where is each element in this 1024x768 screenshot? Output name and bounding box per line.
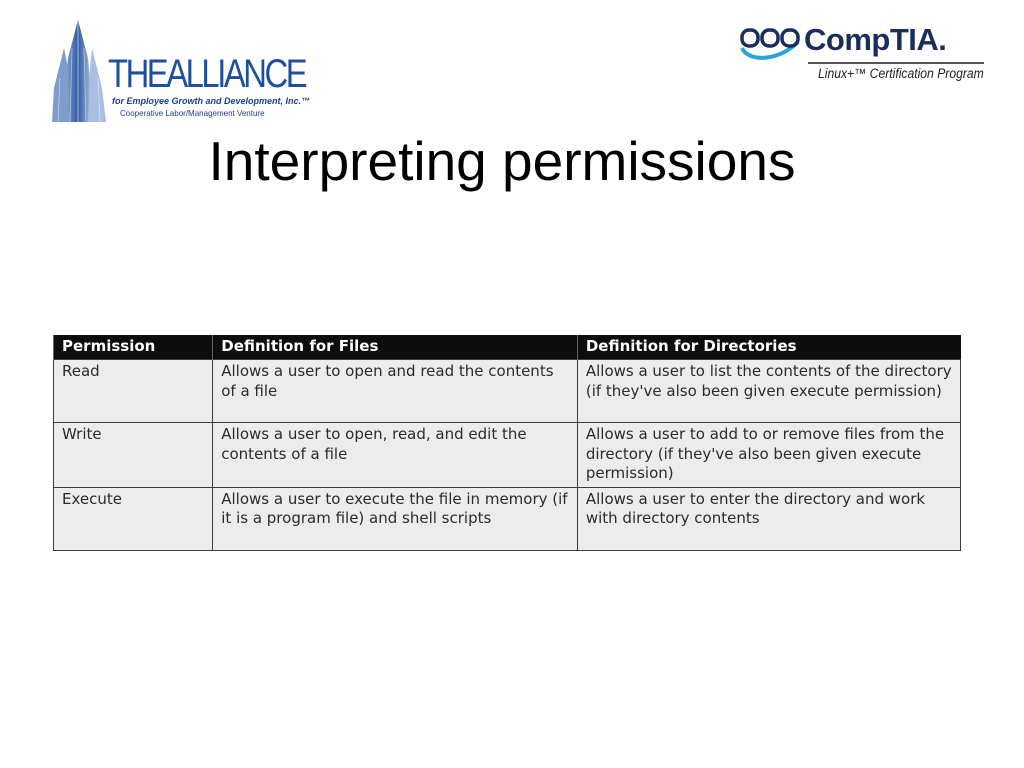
comptia-logo (738, 22, 988, 92)
cell-directories: Allows a user to add to or remove files from the directory (if they've also been given execute permission) (577, 423, 960, 488)
comptia-logo-divider (808, 62, 984, 64)
header-files: Definition for Files (213, 335, 578, 360)
table-row (54, 360, 961, 423)
cell-permission: Execute (54, 487, 213, 550)
comptia-logo-name: CompTIA. (804, 22, 947, 57)
header-permission: Permission (54, 335, 213, 360)
header-directories: Definition for Directories (577, 335, 960, 360)
cell-files: Allows a user to open and read the contents of a file (213, 360, 578, 423)
slide-title: Interpreting permissions (208, 130, 796, 192)
cell-directories: Allows a user to list the contents of the directory (if they've also been given execute permission) (577, 360, 960, 423)
comptia-logo-subtitle: Linux+™ Certification Program (818, 66, 984, 81)
cell-files: Allows a user to open, read, and edit the contents of a file (213, 423, 578, 488)
alliance-logo-tagline: for Employee Growth and Development, Inc.™ (112, 96, 311, 106)
alliance-logo-name: THEALLIANCE (108, 52, 306, 96)
cell-permission: Read (54, 360, 213, 423)
alliance-logo-subtagline: Cooperative Labor/Management Venture (120, 109, 265, 118)
cell-directories: Allows a user to enter the directory and work with directory contents (577, 487, 960, 550)
cell-permission: Write (54, 423, 213, 488)
table-row (54, 487, 961, 550)
cell-files: Allows a user to execute the file in memory (if it is a program file) and shell scripts (213, 487, 578, 550)
permissions-table (53, 335, 961, 551)
alliance-building-icon (50, 18, 110, 124)
comptia-rings-icon (738, 22, 804, 62)
table-header-row (54, 335, 961, 360)
table-row (54, 423, 961, 488)
alliance-logo (50, 18, 310, 124)
